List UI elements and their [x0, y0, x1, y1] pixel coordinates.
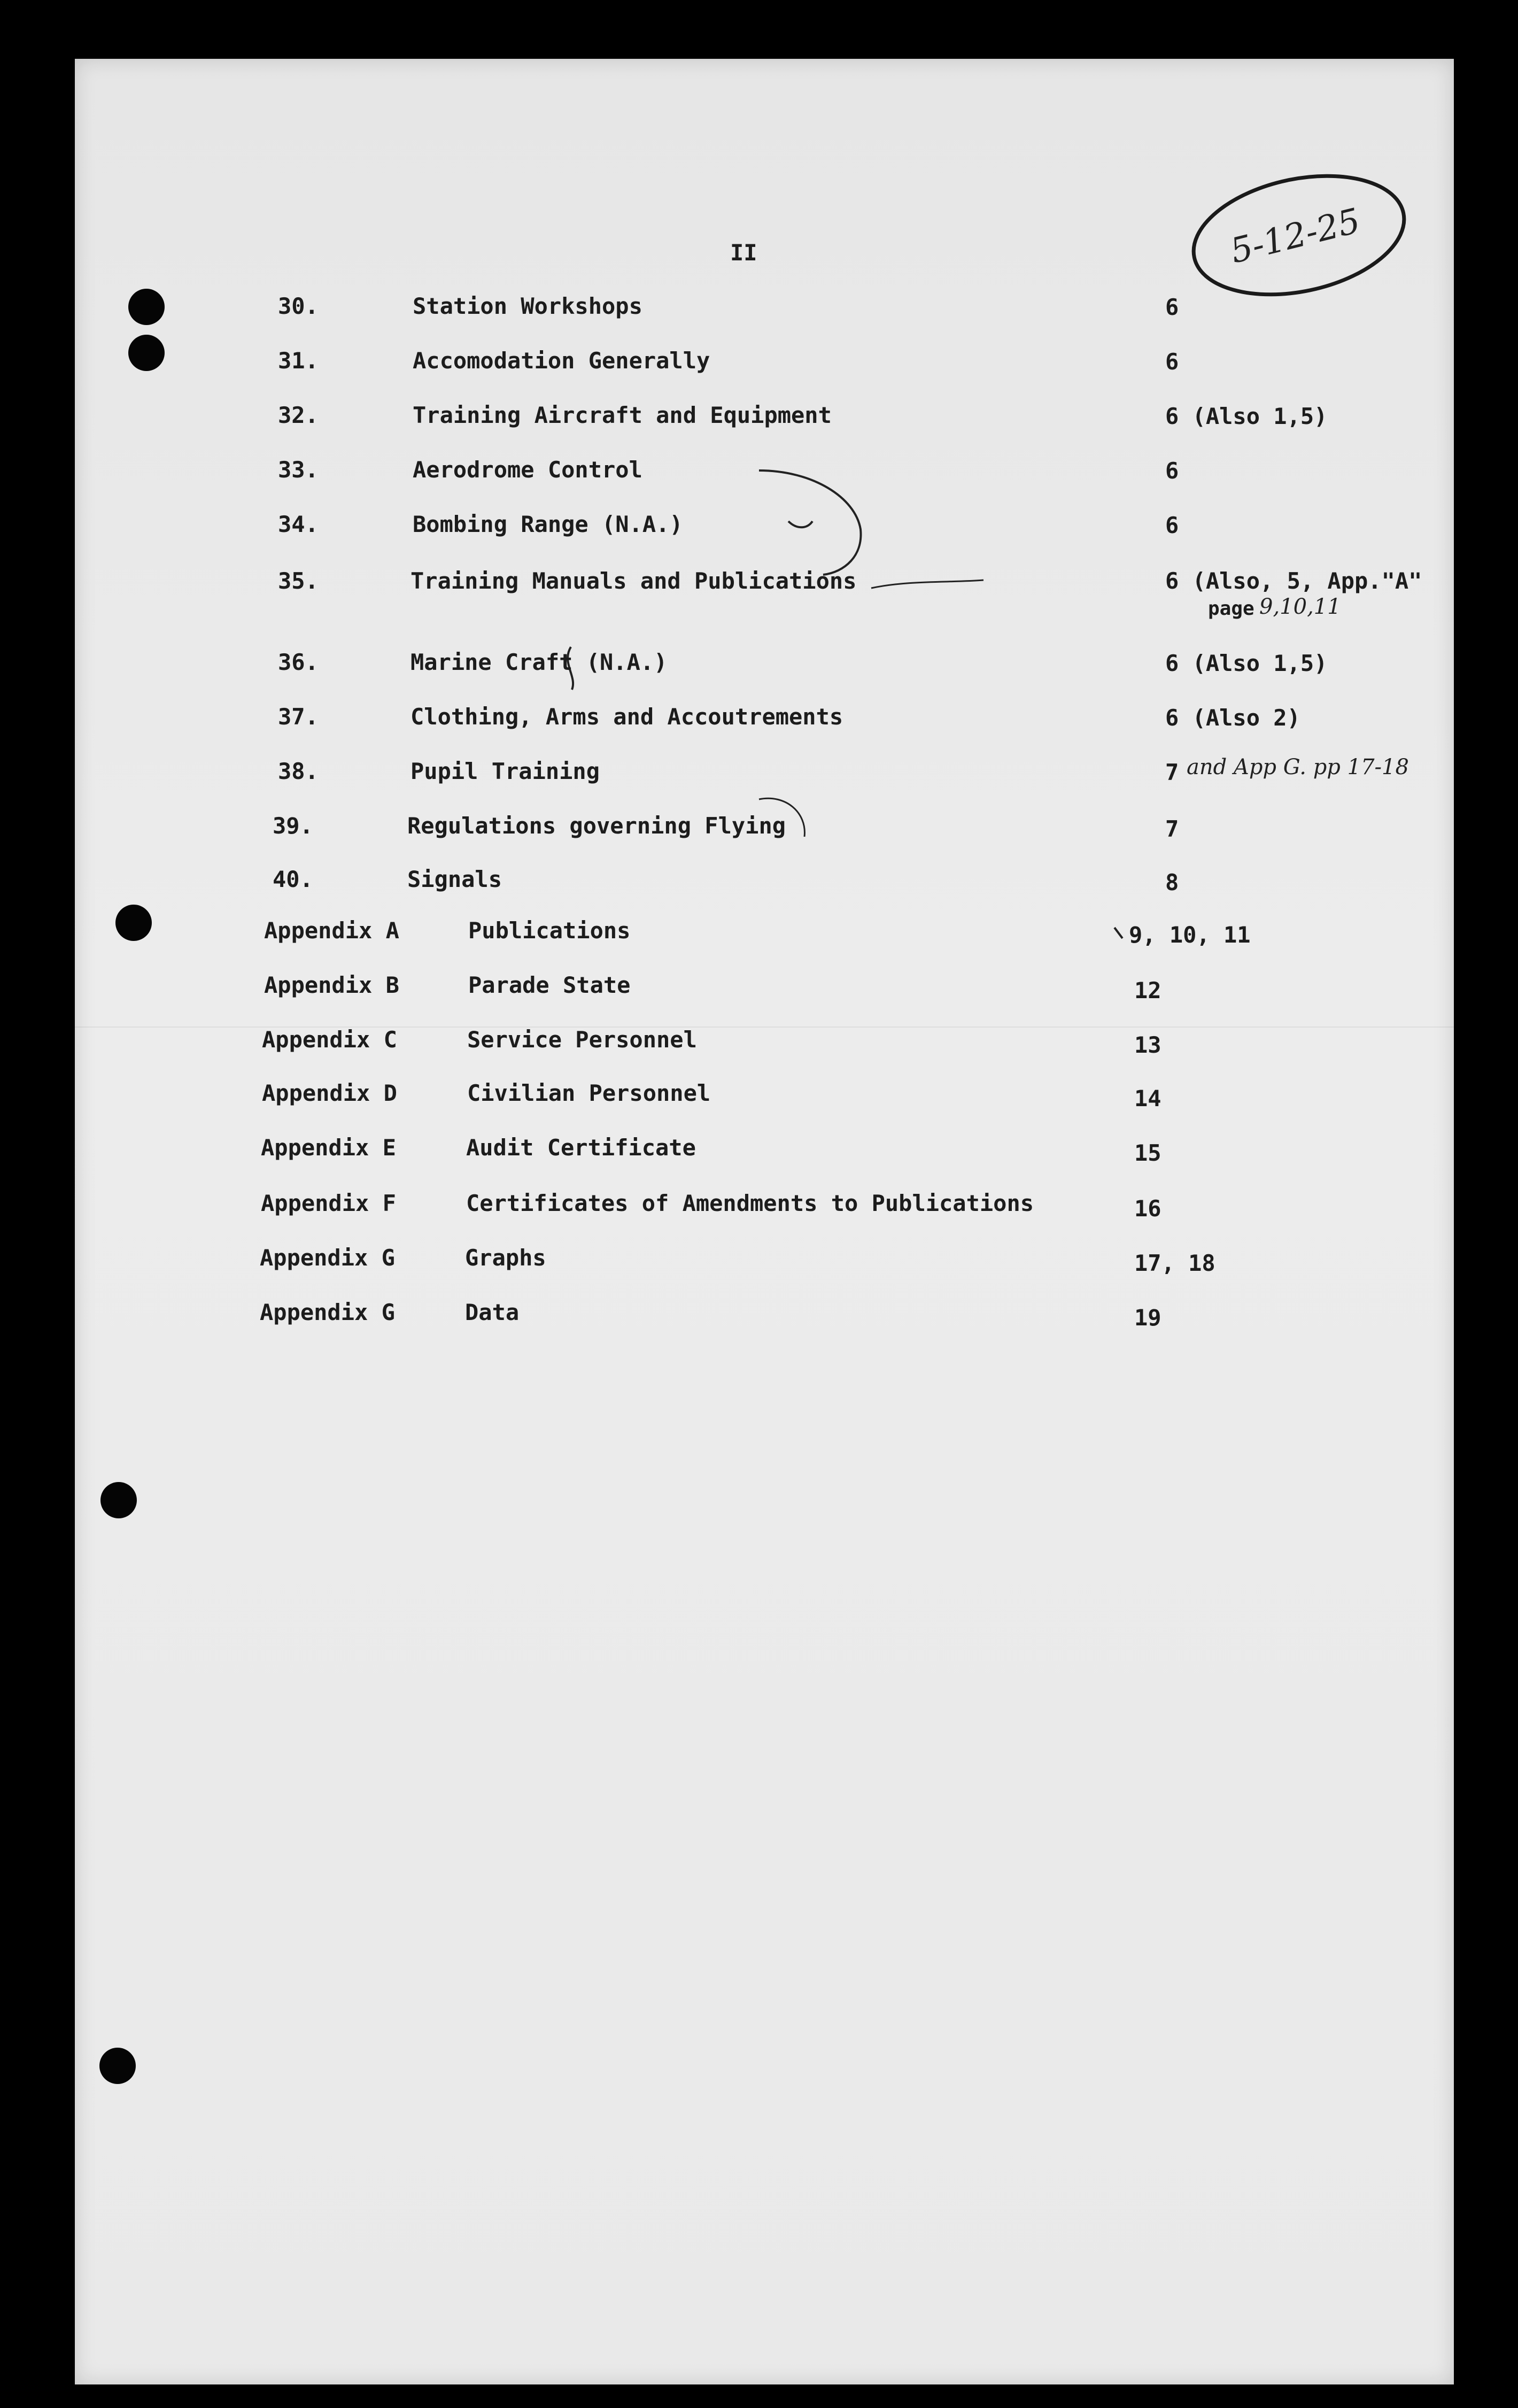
appendix-label: Appendix A: [264, 917, 399, 944]
appendix-title: Graphs: [465, 1245, 546, 1271]
entry-title: Accomodation Generally: [413, 348, 710, 374]
page-number: II: [730, 240, 757, 266]
appendix-label: Appendix B: [264, 972, 399, 998]
entry-page: 6: [1165, 294, 1179, 320]
appendix-title: Parade State: [468, 972, 631, 998]
entry-number: 36.: [278, 649, 319, 675]
entry-number: 34.: [278, 511, 319, 537]
handwritten-stamp-text: 5-12-25: [1226, 201, 1365, 272]
appendix-title: Service Personnel: [467, 1027, 697, 1053]
entry-page-handwritten: and App G. pp 17-18: [1187, 755, 1409, 779]
appendix-page: 12: [1134, 977, 1161, 1004]
entry-page: 7: [1165, 759, 1179, 785]
entry-title: Station Workshops: [413, 293, 642, 319]
entry-page: 6: [1165, 458, 1179, 484]
punch-hole: [100, 1482, 137, 1518]
appendix-page: 14: [1134, 1085, 1161, 1112]
appendix-page: 13: [1134, 1032, 1161, 1058]
punch-hole: [128, 335, 165, 371]
appendix-page: 17, 18: [1134, 1250, 1215, 1276]
appendix-label: Appendix D: [262, 1080, 397, 1106]
entry-number: 32.: [278, 402, 319, 428]
entry-title: Training Manuals and Publications: [411, 568, 857, 594]
entry-title: Aerodrome Control: [413, 457, 642, 483]
entry-number: 31.: [278, 348, 319, 374]
entry-page-continuation: page: [1208, 598, 1254, 620]
entry-page: 6 (Also 1,5): [1165, 403, 1328, 429]
entry-page: 8: [1165, 869, 1179, 896]
entry-title: Pupil Training: [411, 758, 600, 784]
entry-title: Training Aircraft and Equipment: [413, 402, 832, 428]
entry-page: 6 (Also 1,5): [1165, 650, 1328, 676]
appendix-label: Appendix G: [260, 1245, 395, 1271]
punch-hole: [115, 905, 152, 941]
appendix-page: 15: [1134, 1140, 1161, 1166]
entry-page-handwritten: 9,10,11: [1259, 595, 1341, 619]
entry-number: 30.: [278, 293, 319, 319]
entry-title: Clothing, Arms and Accoutrements: [411, 704, 843, 730]
appendix-label: Appendix G: [260, 1299, 395, 1325]
entry-page: 7: [1165, 816, 1179, 842]
entry-page: 6 (Also, 5, App."A": [1165, 568, 1422, 594]
appendix-title: Civilian Personnel: [467, 1080, 711, 1106]
appendix-page: 19: [1134, 1305, 1161, 1331]
entry-number: 38.: [278, 758, 319, 784]
appendix-page: 16: [1134, 1195, 1161, 1222]
entry-page: 6 (Also 2): [1165, 705, 1300, 731]
appendix-title: Audit Certificate: [466, 1134, 696, 1161]
entry-page: 6: [1165, 349, 1179, 375]
appendix-label: Appendix C: [262, 1027, 397, 1053]
entry-title: Marine Craft (N.A.): [411, 649, 668, 675]
appendix-page: 9, 10, 11: [1129, 922, 1251, 948]
entry-number: 35.: [278, 568, 319, 594]
appendix-title: Data: [465, 1299, 520, 1325]
punch-hole: [99, 2048, 136, 2084]
entry-number: 33.: [278, 457, 319, 483]
entry-page: 6: [1165, 512, 1179, 538]
appendix-label: Appendix F: [261, 1190, 396, 1216]
entry-title: Regulations governing Flying: [407, 813, 786, 839]
appendix-label: Appendix E: [261, 1134, 396, 1161]
entry-number: 39.: [273, 813, 313, 839]
entry-title: Bombing Range (N.A.): [413, 511, 683, 537]
entry-number: 40.: [273, 866, 313, 892]
entry-title: Signals: [407, 866, 502, 892]
appendix-title: Publications: [468, 917, 631, 944]
punch-hole: [128, 289, 165, 325]
entry-number: 37.: [278, 704, 319, 730]
appendix-title: Certificates of Amendments to Publications: [466, 1190, 1034, 1216]
